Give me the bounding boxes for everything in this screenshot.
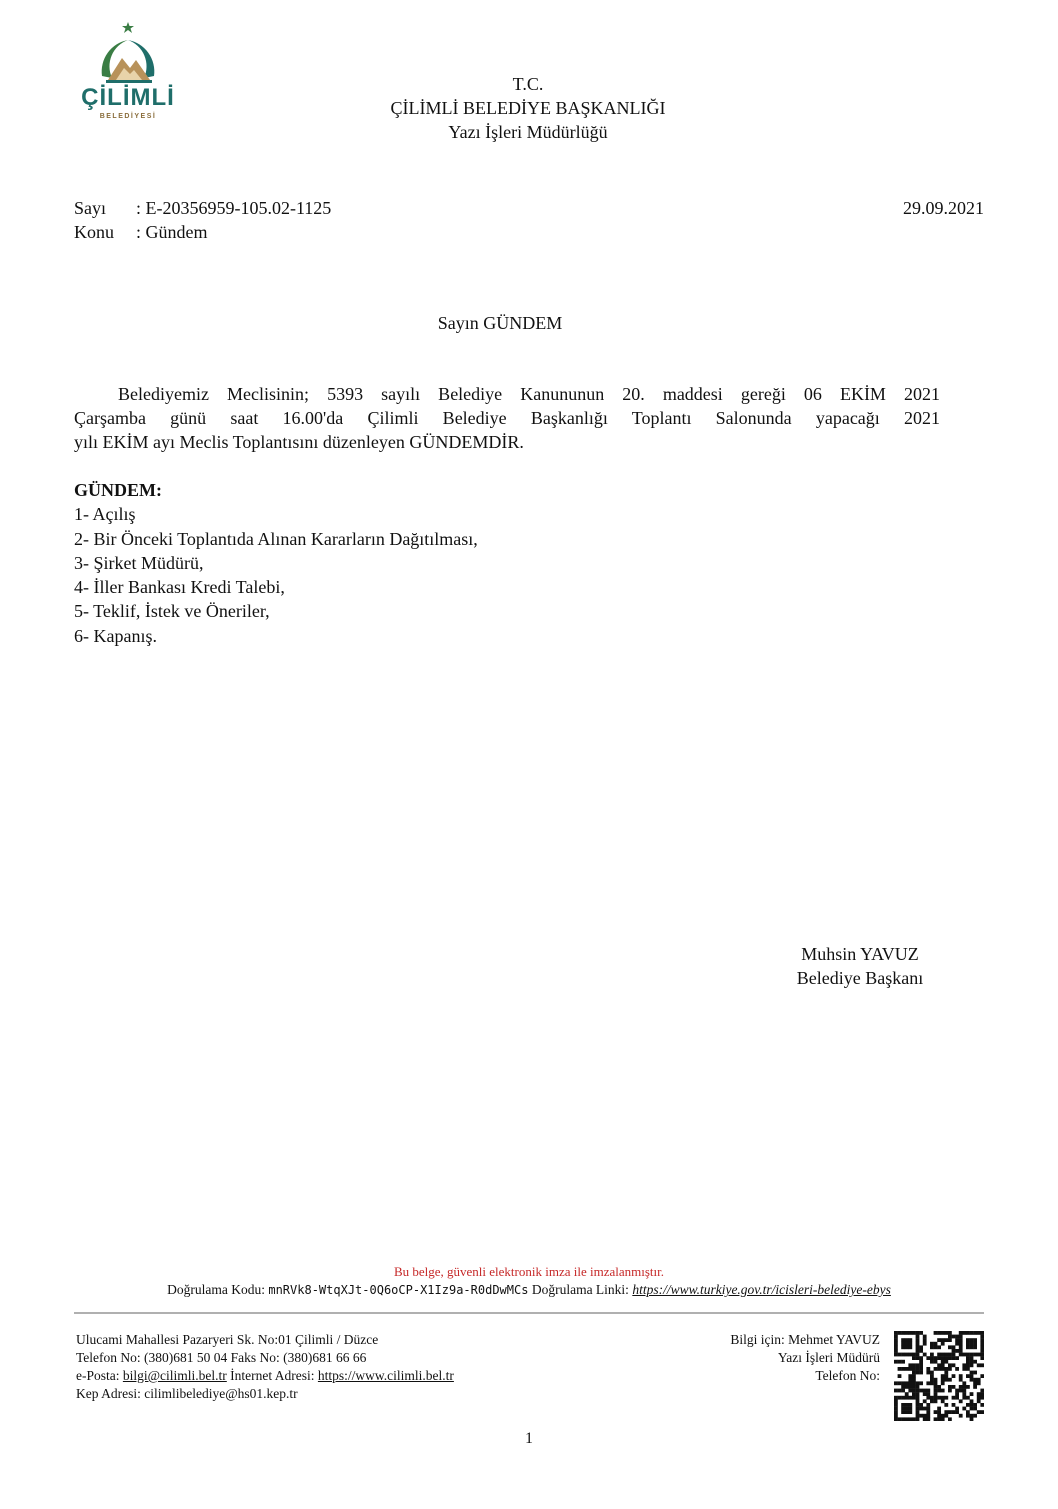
footer-info-phone: Telefon No: — [815, 1368, 880, 1383]
footer-email-link[interactable]: bilgi@cilimli.bel.tr — [122, 1368, 227, 1383]
verification-link-label: Doğrulama Linki: — [531, 1282, 629, 1297]
verification-code: mnRVk8-WtqXJt-0Q6oCP-X1Iz9a-R0dDwMCs — [268, 1283, 529, 1297]
esign-note: Bu belge, güvenli elektronik imza ile imzalanmıştır. — [393, 1264, 665, 1279]
verification-line — [74, 1282, 984, 1298]
document-date: 29.09.2021 — [903, 198, 984, 218]
footer-info-contact: Bilgi için: Mehmet YAVUZ — [730, 1332, 880, 1347]
qr-code-icon — [894, 1331, 984, 1421]
verification-link[interactable]: https://www.turkiye.gov.tr/icisleri-belediye-ebys — [632, 1282, 891, 1297]
body-line-3: yılı EKİM ayı Meclis Toplantısını düzenleyen GÜNDEMDİR. — [74, 432, 524, 452]
konu-value: : Gündem — [136, 222, 208, 242]
sayi-value: : E-20356959-105.02-1125 — [136, 198, 332, 218]
konu-label: Konu — [74, 222, 114, 242]
agenda-item: 1- Açılış — [74, 504, 136, 525]
salutation: Sayın GÜNDEM — [437, 313, 563, 333]
header-department: Yazı İşleri Müdürlüğü — [448, 122, 608, 142]
footer-web-link[interactable]: https://www.cilimli.bel.tr — [317, 1368, 454, 1383]
body-line-1 — [74, 382, 940, 406]
agenda-item: 2- Bir Önceki Toplantıda Alınan Kararların Dağıtılması, — [74, 528, 478, 549]
page-number: 1 — [525, 1430, 533, 1447]
header-institution: ÇİLİMLİ BELEDİYE BAŞKANLIĞI — [390, 98, 666, 118]
footer-email-label: e-Posta: — [76, 1368, 120, 1383]
verification-code-label: Doğrulama Kodu: — [167, 1282, 265, 1297]
signatory-name: Muhsin YAVUZ — [801, 944, 919, 964]
footer-kep: Kep Adresi: cilimlibelediye@hs01.kep.tr — [76, 1386, 298, 1401]
agenda-item: 3- Şirket Müdürü, — [74, 552, 204, 573]
agenda-item: 4- İller Bankası Kredi Talebi, — [74, 577, 285, 598]
header-tc: T.C. — [512, 74, 544, 94]
agenda-list — [74, 478, 478, 648]
footer-info-role: Yazı İşleri Müdürü — [777, 1350, 880, 1365]
agenda-item: 6- Kapanış. — [74, 625, 157, 646]
footer-web-label: İnternet Adresi: — [230, 1368, 315, 1383]
signatory-title: Belediye Başkanı — [796, 968, 924, 988]
body-line-1-text: Belediyemiz Meclisinin; 5393 sayılı Belediye Kanununun 20. maddesi gereği 06 EKİM 2021 — [118, 384, 940, 404]
agenda-title: GÜNDEM: — [74, 480, 162, 500]
logo-subtitle: BELEDİYESİ — [99, 113, 157, 120]
footer-info — [640, 1331, 880, 1385]
footer-address: Ulucami Mahallesi Pazaryeri Sk. No:01 Çilimli / Düzce — [76, 1332, 379, 1347]
logo-name: ÇİLİMLİ — [81, 84, 175, 111]
sayi-label: Sayı — [74, 198, 107, 218]
footer-contact — [76, 1331, 454, 1403]
footer-divider — [74, 1312, 984, 1314]
agenda-item: 5- Teklif, İstek ve Öneriler, — [74, 601, 270, 622]
footer-phone: Telefon No: (380)681 50 04 Faks No: (380)681 66 66 — [76, 1350, 367, 1365]
footer-email-web — [76, 1367, 454, 1385]
body-line-2: Çarşamba günü saat 16.00'da Çilimli Belediye Başkanlığı Toplantı Salonunda yapacağı 2021 — [74, 408, 940, 428]
